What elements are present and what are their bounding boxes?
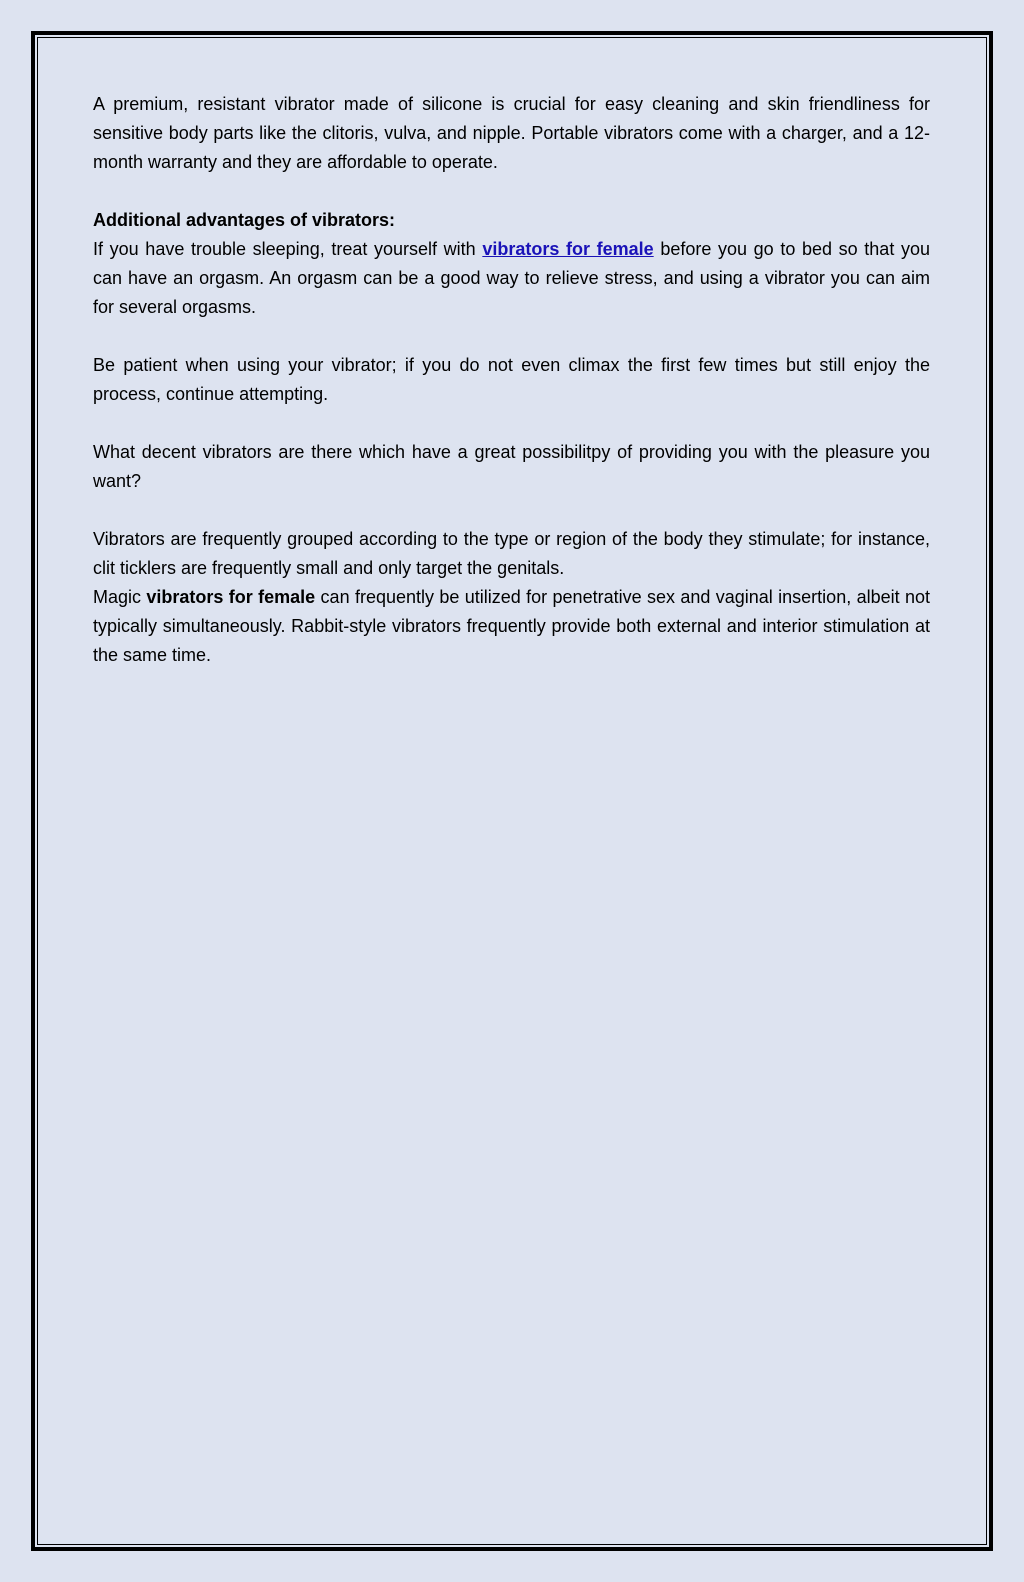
- paragraph-magic-vibrators: [93, 583, 930, 670]
- document-body: [93, 90, 930, 670]
- paragraph-question: What decent vibrators are there which have a great possibilitpy of providing you with the pleasure you want?: [93, 442, 930, 491]
- paragraph-text: can frequently be utilized for penetrative sex and vaginal insertion, albeit not typically simultaneously. Rabbit-style vibrators frequently provide both external and interior stimulation at the same time.: [93, 587, 930, 665]
- section-heading: Additional advantages of vibrators:: [93, 210, 396, 230]
- paragraph-grouping: Vibrators are frequently grouped according to the type or region of the body they stimulate; for instance, clit ticklers are frequently small and only target the genitals.: [93, 529, 930, 578]
- paragraph-text: before you go to bed so that you can have an orgasm. An orgasm can be a good way to relieve stress, and using a vibrator you can aim for several orgasms.: [93, 239, 930, 317]
- paragraph-text: If you have trouble sleeping, treat yourself with: [93, 239, 483, 259]
- paragraph-silicone-vibrator: A premium, resistant vibrator made of silicone is crucial for easy cleaning and skin friendliness for sensitive body parts like the clitoris, vulva, and nipple. Portable vibrators come with a charger, and a 12-month warranty and they are affordable to operate.: [93, 94, 930, 172]
- paragraph-text: Magic: [93, 587, 147, 607]
- paragraph-patience: Be patient when using your vibrator; if you do not even climax the first few times but still enjoy the process, continue attempting.: [93, 355, 930, 404]
- paragraph-sleep-advantage: [93, 235, 930, 322]
- vibrators-link[interactable]: vibrators for female: [482, 239, 654, 259]
- bold-keyword: vibrators for female: [146, 587, 316, 607]
